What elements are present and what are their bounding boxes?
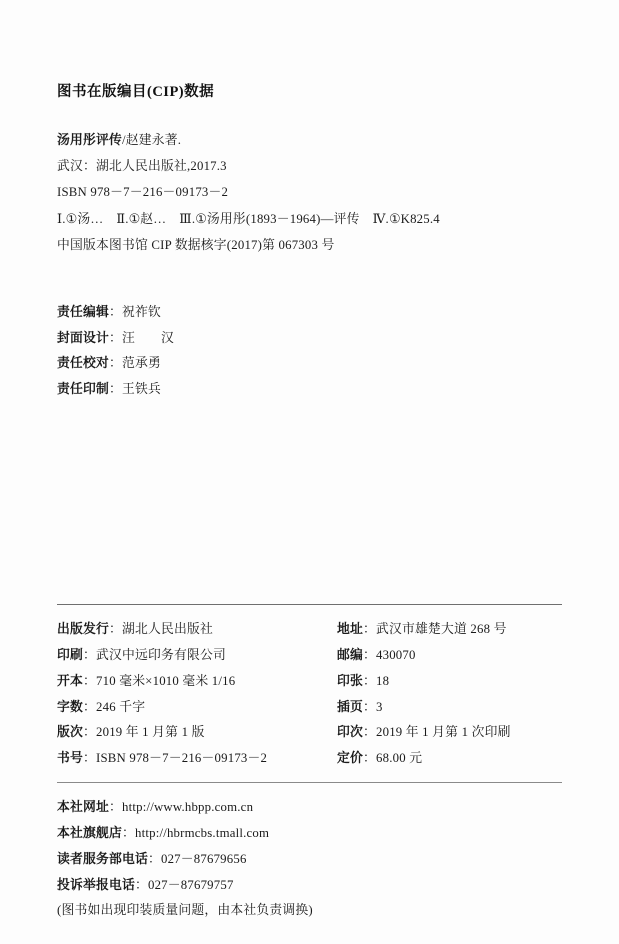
contact-value: ：http://www.hbpp.com.cn xyxy=(109,800,254,815)
contact-row-note xyxy=(57,898,562,924)
contact-row-store xyxy=(57,821,562,847)
staff-label: 责任印制 xyxy=(57,381,109,396)
cip-line-registry: 中国版本图书馆 CIP 数据核字(2017)第 067303 号 xyxy=(57,237,335,252)
contact-row-service-phone xyxy=(57,847,562,873)
colophon-label: 地址 xyxy=(337,622,363,636)
cip-line xyxy=(57,206,562,232)
staff-value: ：范承勇 xyxy=(109,356,161,371)
colophon-value: ：武汉市雄楚大道 268 号 xyxy=(363,622,507,636)
staff-row xyxy=(57,326,562,352)
colophon-block xyxy=(57,604,562,924)
contacts-block xyxy=(57,783,562,924)
staff-block xyxy=(57,300,562,402)
colophon-value: ：3 xyxy=(363,699,383,714)
colophon-label: 印刷 xyxy=(57,647,83,662)
staff-row xyxy=(57,300,562,326)
contact-value: ：027－87679656 xyxy=(147,851,247,866)
staff-value: ：祝祚钦 xyxy=(109,305,161,320)
cip-line xyxy=(57,179,562,205)
colophon-value: ：710 毫米×1010 毫米 1/16 xyxy=(83,673,236,688)
cip-entry xyxy=(57,127,562,258)
colophon-row xyxy=(337,617,562,643)
contact-value: ：027－87679757 xyxy=(134,877,234,892)
contact-row-website xyxy=(57,795,562,821)
colophon-row xyxy=(337,669,562,695)
contact-value: ：http://hbrmcbs.tmall.com xyxy=(121,825,270,840)
staff-value: ：汪 汉 xyxy=(109,330,174,345)
colophon-label: 印次 xyxy=(337,725,363,740)
staff-value: ：王铁兵 xyxy=(109,381,161,396)
colophon-value: ：ISBN 978－7－216－09173－2 xyxy=(83,751,268,766)
cip-heading: 图书在版编目(CIP)数据 xyxy=(57,84,215,100)
colophon-left-column xyxy=(57,617,337,772)
staff-label: 责任校对 xyxy=(57,356,109,371)
colophon-value: ：430070 xyxy=(363,647,416,662)
colophon-row xyxy=(337,643,562,669)
cip-line-text: /赵建永著. xyxy=(121,133,182,147)
colophon-label: 字数 xyxy=(57,699,83,714)
colophon-label: 邮编 xyxy=(337,647,363,662)
colophon-value: ：68.00 元 xyxy=(363,751,423,766)
colophon-label: 出版发行 xyxy=(57,622,109,636)
cip-line-classification: Ⅰ.①汤… Ⅱ.①赵… Ⅲ.①汤用彤(1893－1964)—评传 Ⅳ.①K825.4 xyxy=(57,211,440,226)
staff-row xyxy=(57,351,562,377)
staff-label: 封面设计 xyxy=(57,330,109,345)
colophon-value: ：246 千字 xyxy=(83,699,146,714)
colophon-right-column xyxy=(337,617,562,772)
colophon-label: 定价 xyxy=(337,751,363,766)
colophon-grid xyxy=(57,605,562,782)
contact-note: (图书如出现印装质量问题，由本社负责调换) xyxy=(57,903,313,918)
colophon-row xyxy=(57,643,337,669)
colophon-label: 开本 xyxy=(57,673,83,688)
cip-line xyxy=(57,153,562,179)
cip-line-text: 武汉：湖北人民出版社,2017.3 xyxy=(57,159,227,174)
colophon-row xyxy=(337,695,562,721)
contact-label: 读者服务部电话 xyxy=(57,851,148,866)
contact-row-complaint-phone xyxy=(57,873,562,899)
colophon-value: ：18 xyxy=(363,673,390,688)
cip-line-title: 汤用彤评传 xyxy=(57,133,122,147)
colophon-row xyxy=(57,746,337,772)
colophon-value: ：2019 年 1 月第 1 次印刷 xyxy=(363,725,511,740)
colophon-row xyxy=(57,617,337,643)
staff-row xyxy=(57,377,562,403)
contact-label: 本社网址 xyxy=(57,800,109,815)
colophon-value: ：2019 年 1 月第 1 版 xyxy=(83,725,205,740)
colophon-row xyxy=(337,746,562,772)
colophon-row xyxy=(57,669,337,695)
contact-label: 投诉举报电话 xyxy=(57,877,135,892)
staff-label: 责任编辑 xyxy=(57,305,109,320)
cip-line xyxy=(57,232,562,258)
colophon-row xyxy=(337,720,562,746)
colophon-label: 插页 xyxy=(337,699,363,714)
cip-line xyxy=(57,127,562,153)
cip-line-isbn: ISBN 978－7－216－09173－2 xyxy=(57,185,229,200)
contact-label: 本社旗舰店 xyxy=(57,825,122,840)
colophon-label: 印张 xyxy=(337,673,363,688)
colophon-label: 版次 xyxy=(57,725,83,740)
colophon-row xyxy=(57,695,337,721)
colophon-value: ：湖北人民出版社 xyxy=(109,622,213,636)
colophon-label: 书号 xyxy=(57,751,83,766)
colophon-value: ：武汉中远印务有限公司 xyxy=(83,647,226,662)
cip-block xyxy=(57,80,562,402)
colophon-row xyxy=(57,720,337,746)
